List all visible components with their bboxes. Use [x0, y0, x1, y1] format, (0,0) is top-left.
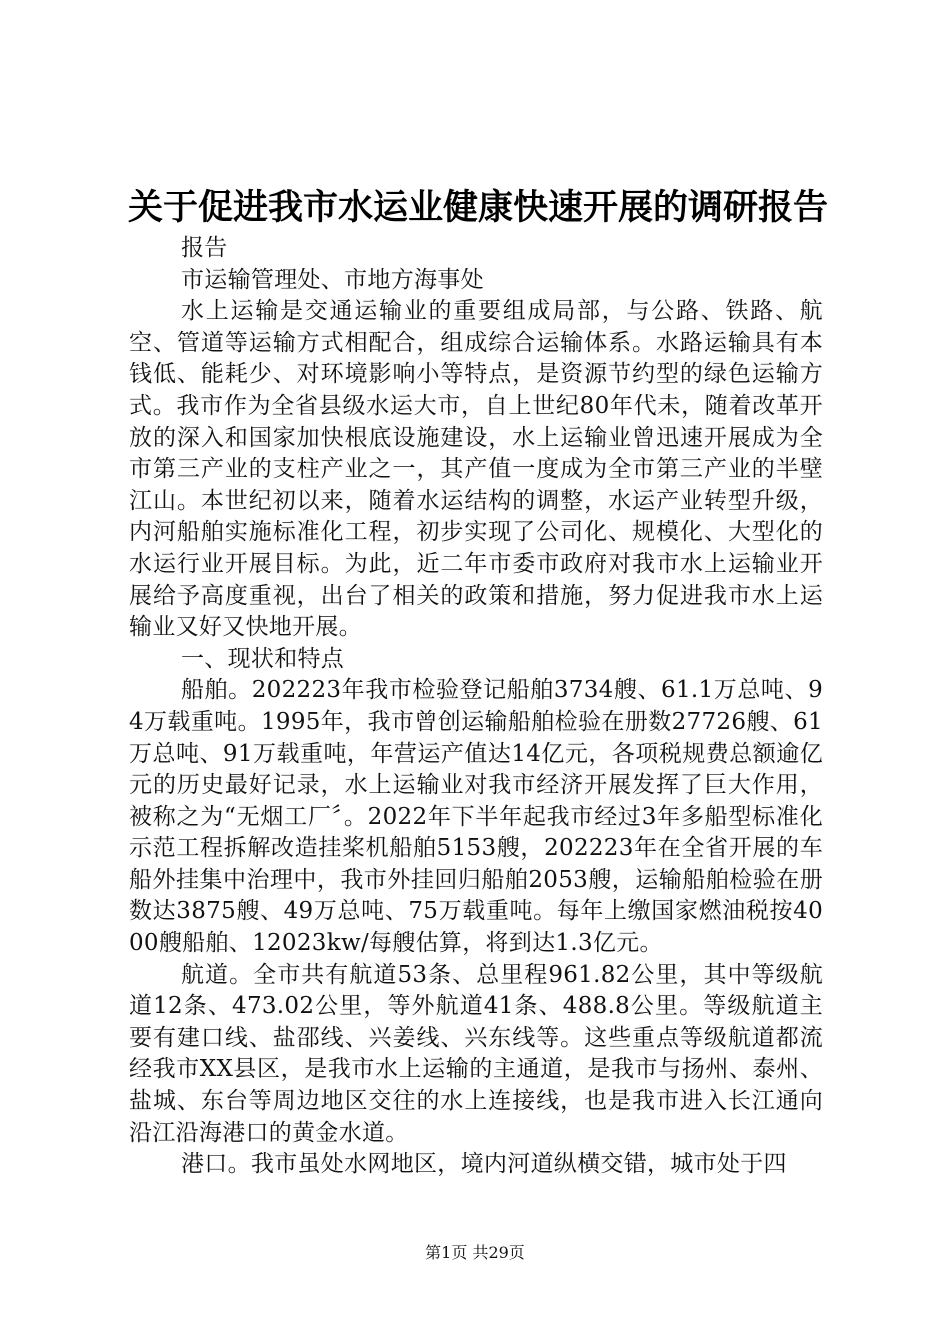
- report-label: 报告: [181, 235, 228, 261]
- document-body: [129, 233, 823, 1181]
- author-line: 市运输管理处、市地方海事处: [181, 266, 484, 293]
- intro-paragraph: 水上运输是交通运输业的重要组成局部，与公路、铁路、航空、管道等运输方式相配合，组成综合运输体系。水路运输具有本钱低、能耗少、对环境影响小等特点，是资源节约型的绿色运输方式。我市作为全省县级水运大市，自上世纪80年代未，随着改革开放的深入和国家加快根底设施建设，水上运输业曾迅速开展成为全市第三产业的支柱产业之一，其产值一度成为全市第三产业的半壁江山。本世纪初以来，随着水运结构的调整，水运产业转型升级，内河船舶实施标准化工程，初步实现了公司化、规模化、大型化的水运行业开展目标。为此，近二年市委市政府对我市水上运输业开展给予高度重视，出台了相关的政策和措施，努力促进我市水上运输业又好又快地开展。: [129, 298, 823, 641]
- ships-paragraph: 船舶。202223年我市检验登记船舶3734艘、61.1万总吨、94万载重吨。1995年，我市曾创运输船舶检验在册数27726艘、61万总吨、91万载重吨，年营运产值达14亿元，各项税规费总额逾亿元的历史最好记录，水上运输业对我市经济开展发挥了巨大作用，被称之为“无烟工厂〞。2022年下半年起我市经过3年多船型标准化示范工程拆解改造挂桨机船舶5153艘，202223年在全省开展的车船外挂集中治理中，我市外挂回归船舶2053艘，运输船舶检验在册数达3875艘、49万总吨、75万载重吨。每年上缴国家燃油税按4000艘船舶、12023kw/每艘估算，将到达1.3亿元。: [129, 677, 823, 957]
- ports-paragraph: 港口。我市虽处水网地区，境内河道纵横交错，城市处于四: [181, 1151, 787, 1178]
- document-title: 关于促进我市水运业健康快速开展的调研报告: [128, 188, 829, 228]
- page-footer: 第1页 共29页: [425, 1243, 525, 1262]
- waterways-paragraph: 航道。全市共有航道53条、总里程961.82公里，其中等级航道12条、473.02公里，等外航道41条、488.8公里。等级航道主要有建口线、盐邵线、兴姜线、兴东线等。这些重点等级航道都流经我市XX县区，是我市水上运输的主通道，是我市与扬州、泰州、盐城、东台等周边地区交往的水上连接线，也是我市进入长江通向沿江沿海港口的黄金水道。: [129, 961, 823, 1146]
- section-heading: 一、现状和特点: [181, 645, 345, 672]
